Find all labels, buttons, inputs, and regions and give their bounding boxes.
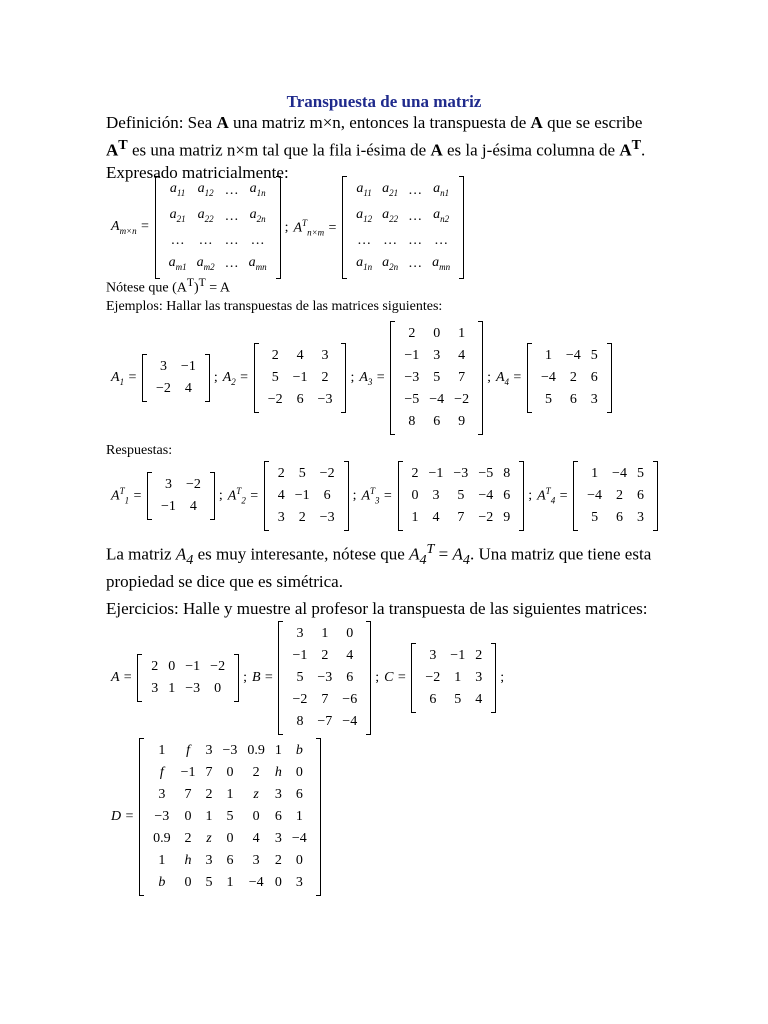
matrix-cell: 6 bbox=[295, 787, 303, 802]
matrix-cell: 6 bbox=[346, 670, 354, 685]
matrix-cell: $a_{21}$ bbox=[169, 206, 186, 224]
matrix-cell: f bbox=[186, 743, 190, 758]
ejemplos-heading: Ejemplos: Hallar las transpuestas de las matrices siguientes: bbox=[106, 299, 443, 314]
matrix-cell: $a_{12}$ bbox=[197, 181, 214, 198]
general-matrix-row: $A_{m\times n}$ = $a_{11}$ $a_{12}$ … $a_{1n}$ $a_{21}$ $a_{22}$ … $a_{2n}$ … … … … $a_{m1}$ $a_{m2}$ … $a_{mn}$ ; $A^T_{n\times m}$ = $a_{11}$ $a_{21}$ … $a_{n1}$ $a_{12}$ $a_{22}$ … $a_{n2}$ … … … … $a_{1n}$ $a_{2n}$ … $a_{mn}$ bbox=[108, 176, 466, 279]
matrix-cell: … bbox=[408, 182, 423, 198]
matrix-cell: 0 bbox=[226, 831, 234, 846]
matrix-cell: 1 bbox=[321, 626, 329, 641]
matrix-cell: −3 bbox=[317, 670, 333, 685]
matrix-cell: … bbox=[434, 232, 449, 248]
matrix-cell: b bbox=[158, 875, 166, 890]
matrix-cell: 7 bbox=[184, 787, 192, 802]
matrix-cell: −2 bbox=[425, 670, 441, 685]
matrix-cell: 3 bbox=[151, 681, 159, 696]
matrix-cell: 0 bbox=[184, 809, 192, 824]
matrix-cell: −1 bbox=[292, 370, 308, 385]
matrix-cell: $a_{n1}$ bbox=[433, 181, 450, 198]
matrix-cell: 3 bbox=[274, 831, 282, 846]
answers-row: $A^T_1$ = 3 −2 −1 4 ; $A^T_2$ = 2 5 −2 4 −1 6 3 2 −3 ; $A^T_3$ = 2 −1 −3 −5 8 0 3 5 −4 6 1 4 7 −2 9 ; $A^T_4$ = 1 −4 5 −4 2 6 5 6 3 bbox=[108, 462, 660, 530]
matrix-cell: $a_{2n}$ bbox=[382, 254, 399, 272]
matrix-cell: 2 bbox=[411, 466, 419, 481]
matrix-cell: 1 bbox=[274, 743, 282, 758]
matrix-cell: −4 bbox=[248, 875, 264, 890]
matrix-cell: $a_{11}$ bbox=[169, 181, 186, 198]
matrix-cell: $a_{11}$ bbox=[356, 181, 372, 198]
matrix-label: $A_2$ = bbox=[222, 369, 249, 387]
matrix-cell: 6 bbox=[616, 510, 623, 525]
matrix-cell: 6 bbox=[636, 488, 644, 503]
matrix-cell: 3 bbox=[321, 348, 329, 363]
matrix-cell: 8 bbox=[408, 414, 416, 429]
matrix-cell: 5 bbox=[298, 466, 306, 481]
matrix-cell: 2 bbox=[151, 659, 159, 674]
matrix-cell: 0 bbox=[214, 681, 222, 696]
matrix-A4 bbox=[527, 343, 612, 413]
matrix-cell: 4 bbox=[252, 831, 260, 846]
matrix-cell: 1 bbox=[158, 853, 166, 868]
matrix-cell: 3 bbox=[274, 787, 282, 802]
matrix-cell: … bbox=[224, 232, 239, 248]
matrix-cell: −5 bbox=[478, 466, 494, 481]
matrix-cell: 3 bbox=[432, 488, 440, 503]
matrix-cell: 1 bbox=[158, 743, 166, 758]
matrix-cell: 1 bbox=[454, 670, 462, 685]
matrix-cell: 2 bbox=[298, 510, 306, 525]
matrix-A3 bbox=[398, 461, 525, 531]
matrix-cell: 1 bbox=[295, 809, 303, 824]
matrix-cell: −1 bbox=[180, 765, 196, 780]
matrix-cell: $a_{12}$ bbox=[356, 206, 373, 224]
matrix-cell: 3 bbox=[164, 477, 172, 492]
matrix-cell: −2 bbox=[210, 659, 226, 674]
matrix-cell: 2 bbox=[252, 765, 260, 780]
matrix-cell: h bbox=[274, 765, 282, 780]
matrix-cell: 7 bbox=[458, 370, 466, 385]
matrix-cell: −4 bbox=[565, 348, 581, 363]
matrix-C bbox=[411, 643, 496, 713]
matrix-cell: −3 bbox=[317, 392, 333, 407]
matrix-cell: 6 bbox=[429, 692, 437, 707]
matrix-cell: $a_{mn}$ bbox=[248, 254, 267, 272]
matrix-cell: −4 bbox=[342, 714, 358, 729]
matrix-cell: 4 bbox=[189, 499, 197, 514]
matrix-cell: −2 bbox=[267, 392, 283, 407]
matrix-cell: 5 bbox=[590, 348, 598, 363]
matrix-cell: … bbox=[408, 208, 423, 224]
matrix-cell: 4 bbox=[346, 648, 354, 663]
matrix-cell: 2 bbox=[408, 326, 416, 341]
matrix-cell: 6 bbox=[569, 392, 577, 407]
matrix-cell: 2 bbox=[205, 787, 213, 802]
matrix-cell: −1 bbox=[161, 499, 176, 514]
matrix-cell: 0 bbox=[295, 853, 303, 868]
matrix-cell: $a_{22}$ bbox=[197, 206, 214, 224]
matrix-cell: −1 bbox=[294, 488, 310, 503]
matrix-cell: −4 bbox=[291, 831, 307, 846]
matrix-D bbox=[139, 738, 321, 896]
matrix-D-row bbox=[108, 738, 323, 896]
matrix-cell: 0 bbox=[226, 765, 234, 780]
matrix-cell: 5 bbox=[544, 392, 552, 407]
matrix-A2 bbox=[264, 461, 349, 531]
matrix-cell: 5 bbox=[433, 370, 441, 385]
matrix-cell: 0 bbox=[184, 875, 192, 890]
matrix-cell: 6 bbox=[274, 809, 282, 824]
matrix-cell: … bbox=[224, 256, 239, 272]
matrix-cell: −3 bbox=[154, 809, 170, 824]
matrix-A3 bbox=[390, 321, 483, 435]
matrix-cell: −3 bbox=[185, 681, 201, 696]
matrix-cell: 5 bbox=[296, 670, 304, 685]
matrix-cell: 8 bbox=[296, 714, 304, 729]
general-matrix-A bbox=[155, 176, 281, 279]
matrix-cell: −4 bbox=[612, 466, 627, 481]
matrix-cell: $a_{n2}$ bbox=[433, 206, 450, 224]
matrix-cell: −2 bbox=[454, 392, 470, 407]
matrix-cell: 0 bbox=[433, 326, 441, 341]
matrix-cell: $a_{m2}$ bbox=[196, 254, 215, 272]
matrix-cell: −3 bbox=[453, 466, 469, 481]
matrix-cell: 1 bbox=[168, 681, 176, 696]
matrix-cell: 4 bbox=[184, 381, 192, 396]
matrix-cell: b bbox=[295, 743, 303, 758]
matrix-cell: 1 bbox=[226, 787, 234, 802]
matrix-cell: −1 bbox=[450, 648, 466, 663]
matrix-cell: z bbox=[206, 831, 212, 846]
matrix-cell: … bbox=[408, 232, 423, 248]
matrix-cell: 6 bbox=[226, 853, 234, 868]
matrix-cell: 2 bbox=[274, 853, 282, 868]
symmetric-paragraph: La matriz $A_4$ es muy interesante, nótese que $A_4^T = A_4$. Una matriz que tiene esta propiedad se dice que es simétrica. bbox=[106, 541, 652, 592]
matrix-cell: 9 bbox=[458, 414, 466, 429]
matrix-cell: −4 bbox=[540, 370, 556, 385]
matrix-cell: 6 bbox=[296, 392, 304, 407]
matrix-label: C = bbox=[384, 670, 407, 685]
matrix-cell: 1 bbox=[411, 510, 419, 525]
matrix-cell: 3 bbox=[205, 743, 213, 758]
matrix-label: $A_{m\times n}$ = bbox=[111, 219, 150, 237]
matrix-cell: −2 bbox=[478, 510, 494, 525]
exercises-row: A = 2 0 −1 −2 3 1 −3 0 ; B = 3 1 0 −1 2 4 5 −3 6 −2 7 −6 8 −7 −4 ; C = 3 −1 2 −2 1 3 6 5 4 ; bbox=[108, 620, 506, 736]
matrix-cell: 3 bbox=[475, 670, 483, 685]
matrix-cell: 3 bbox=[277, 510, 285, 525]
matrix-label: $A^T_{n\times m}$ = bbox=[293, 217, 338, 238]
matrix-label: B = bbox=[251, 670, 274, 685]
matrix-cell: 3 bbox=[158, 787, 166, 802]
matrix-label: $A_4$ = bbox=[495, 369, 522, 387]
matrix-cell: 6 bbox=[503, 488, 511, 503]
matrix-label: A = bbox=[111, 670, 133, 685]
matrix-label: D = bbox=[111, 809, 135, 824]
matrix-cell: … bbox=[224, 208, 239, 224]
matrix-cell: z bbox=[253, 787, 259, 802]
matrix-label: $A_3$ = bbox=[359, 369, 386, 387]
matrix-A2 bbox=[254, 343, 347, 413]
matrix-cell: 5 bbox=[636, 466, 644, 481]
matrix-cell: 1 bbox=[544, 348, 552, 363]
matrix-cell: 2 bbox=[271, 348, 279, 363]
matrix-cell: −6 bbox=[342, 692, 358, 707]
matrix-cell: 2 bbox=[475, 648, 483, 663]
matrix-cell: −4 bbox=[587, 488, 603, 503]
matrix-label: $A^T_2$ = bbox=[227, 486, 259, 506]
matrix-cell: $a_{m1}$ bbox=[168, 254, 187, 272]
matrix-cell: $a_{22}$ bbox=[382, 206, 399, 224]
matrix-cell: 0.9 bbox=[247, 743, 265, 758]
matrix-cell: −1 bbox=[185, 659, 201, 674]
matrix-cell: 1 bbox=[205, 809, 213, 824]
matrix-cell: 4 bbox=[475, 692, 483, 707]
matrix-label: $A^T_4$ = bbox=[537, 486, 569, 506]
matrix-B bbox=[278, 621, 371, 735]
matrix-cell: −3 bbox=[404, 370, 420, 385]
matrix-cell: 4 bbox=[432, 510, 440, 525]
examples-row: $A_1$ = 3 −1 −2 4 ; $A_2$ = 2 4 3 5 −1 2 −2 6 −3 ; $A_3$ = 2 0 1 −1 3 4 −3 5 7 −5 −4 −2 8 6 9 ; $A_4$ = 1 −4 5 −4 2 6 5 6 3 bbox=[108, 322, 614, 434]
matrix-label: $A^T_3$ = bbox=[361, 486, 393, 506]
page-title: Transpuesta de una matriz bbox=[286, 92, 482, 111]
matrix-cell: 4 bbox=[458, 348, 466, 363]
matrix-cell: −4 bbox=[478, 488, 494, 503]
matrix-cell: 0 bbox=[411, 488, 419, 503]
matrix-label: $A_1$ = bbox=[111, 369, 138, 387]
matrix-cell: 4 bbox=[296, 348, 304, 363]
matrix-cell: 5 bbox=[271, 370, 279, 385]
matrix-cell: f bbox=[159, 765, 164, 780]
matrix-cell: 7 bbox=[205, 765, 213, 780]
matrix-cell: 0.9 bbox=[153, 831, 171, 846]
matrix-cell: $a_{1n}$ bbox=[356, 254, 373, 272]
matrix-cell: 5 bbox=[457, 488, 465, 503]
matrix-cell: 8 bbox=[503, 466, 511, 481]
matrix-cell: 3 bbox=[636, 510, 644, 525]
matrix-cell: 0 bbox=[274, 875, 282, 890]
matrix-cell: 3 bbox=[159, 359, 167, 374]
matrix-cell: 5 bbox=[454, 692, 462, 707]
matrix-cell: 3 bbox=[433, 348, 441, 363]
matrix-cell: 6 bbox=[323, 488, 331, 503]
matrix-cell: 2 bbox=[616, 488, 623, 503]
matrix-cell: 0 bbox=[252, 809, 260, 824]
notese-line: Nótese que $(A^T)^T = A$ bbox=[106, 276, 231, 296]
matrix-cell: 6 bbox=[590, 370, 598, 385]
matrix-cell: $a_{21}$ bbox=[382, 181, 399, 198]
matrix-cell: … bbox=[250, 232, 265, 248]
matrix-cell: 5 bbox=[205, 875, 213, 890]
matrix-cell: … bbox=[357, 232, 372, 248]
matrix-cell: −2 bbox=[156, 381, 171, 396]
matrix-cell: … bbox=[383, 232, 398, 248]
respuestas-heading: Respuestas: bbox=[106, 443, 173, 458]
matrix-cell: −1 bbox=[180, 359, 196, 374]
matrix-A bbox=[137, 654, 239, 702]
matrix-cell: 5 bbox=[226, 809, 234, 824]
matrix-A1 bbox=[147, 472, 215, 520]
matrix-cell: −1 bbox=[428, 466, 444, 481]
matrix-cell: 3 bbox=[590, 392, 598, 407]
matrix-cell: −3 bbox=[222, 743, 238, 758]
matrix-A4 bbox=[573, 461, 658, 531]
matrix-cell: 2 bbox=[569, 370, 577, 385]
matrix-cell: $a_{2n}$ bbox=[249, 206, 266, 224]
matrix-cell: −1 bbox=[292, 648, 308, 663]
definition-paragraph: Definición: Sea A una matriz m×n, entonces la transpuesta de A que se escribe $A^T$ es una matriz n×m tal que la fila i-ésima de A es la j-ésima columna de $A^T$. Expresado matricialmente: bbox=[106, 113, 646, 182]
matrix-cell: 4 bbox=[277, 488, 285, 503]
matrix-label: $A^T_1$ = bbox=[111, 486, 143, 506]
matrix-cell: 1 bbox=[226, 875, 234, 890]
matrix-cell: 2 bbox=[321, 370, 329, 385]
matrix-cell: −2 bbox=[292, 692, 308, 707]
matrix-cell: 7 bbox=[321, 692, 329, 707]
ejercicios-heading: Ejercicios: Halle y muestre al profesor la transpuesta de las siguientes matrices: bbox=[106, 599, 648, 618]
matrix-cell: 3 bbox=[429, 648, 437, 663]
matrix-cell: 2 bbox=[321, 648, 329, 663]
matrix-cell: 3 bbox=[205, 853, 213, 868]
general-matrix-AT bbox=[342, 176, 464, 279]
matrix-cell: $a_{1n}$ bbox=[249, 181, 266, 198]
matrix-cell: 1 bbox=[591, 466, 599, 481]
matrix-cell: −5 bbox=[404, 392, 420, 407]
matrix-cell: −3 bbox=[319, 510, 335, 525]
matrix-A1 bbox=[142, 354, 210, 402]
matrix-cell: 5 bbox=[591, 510, 599, 525]
matrix-cell: 1 bbox=[458, 326, 466, 341]
matrix-cell: … bbox=[198, 232, 213, 248]
matrix-cell: … bbox=[170, 232, 185, 248]
matrix-cell: … bbox=[408, 256, 423, 272]
matrix-cell: 0 bbox=[295, 765, 303, 780]
matrix-cell: 9 bbox=[503, 510, 511, 525]
matrix-cell: 7 bbox=[457, 510, 465, 525]
matrix-cell: 0 bbox=[346, 626, 354, 641]
matrix-cell: … bbox=[224, 182, 239, 198]
matrix-cell: −2 bbox=[319, 466, 335, 481]
matrix-cell: 2 bbox=[277, 466, 285, 481]
matrix-cell: h bbox=[184, 853, 192, 868]
matrix-cell: −2 bbox=[185, 477, 201, 492]
matrix-cell: 3 bbox=[296, 626, 304, 641]
matrix-cell: −7 bbox=[317, 714, 333, 729]
matrix-cell: 3 bbox=[295, 875, 303, 890]
matrix-cell: −1 bbox=[404, 348, 420, 363]
matrix-cell: 6 bbox=[433, 414, 441, 429]
matrix-cell: 2 bbox=[184, 831, 192, 846]
matrix-cell: 3 bbox=[252, 853, 260, 868]
matrix-cell: −4 bbox=[429, 392, 445, 407]
matrix-cell: 0 bbox=[168, 659, 176, 674]
matrix-cell: $a_{mn}$ bbox=[432, 254, 451, 272]
